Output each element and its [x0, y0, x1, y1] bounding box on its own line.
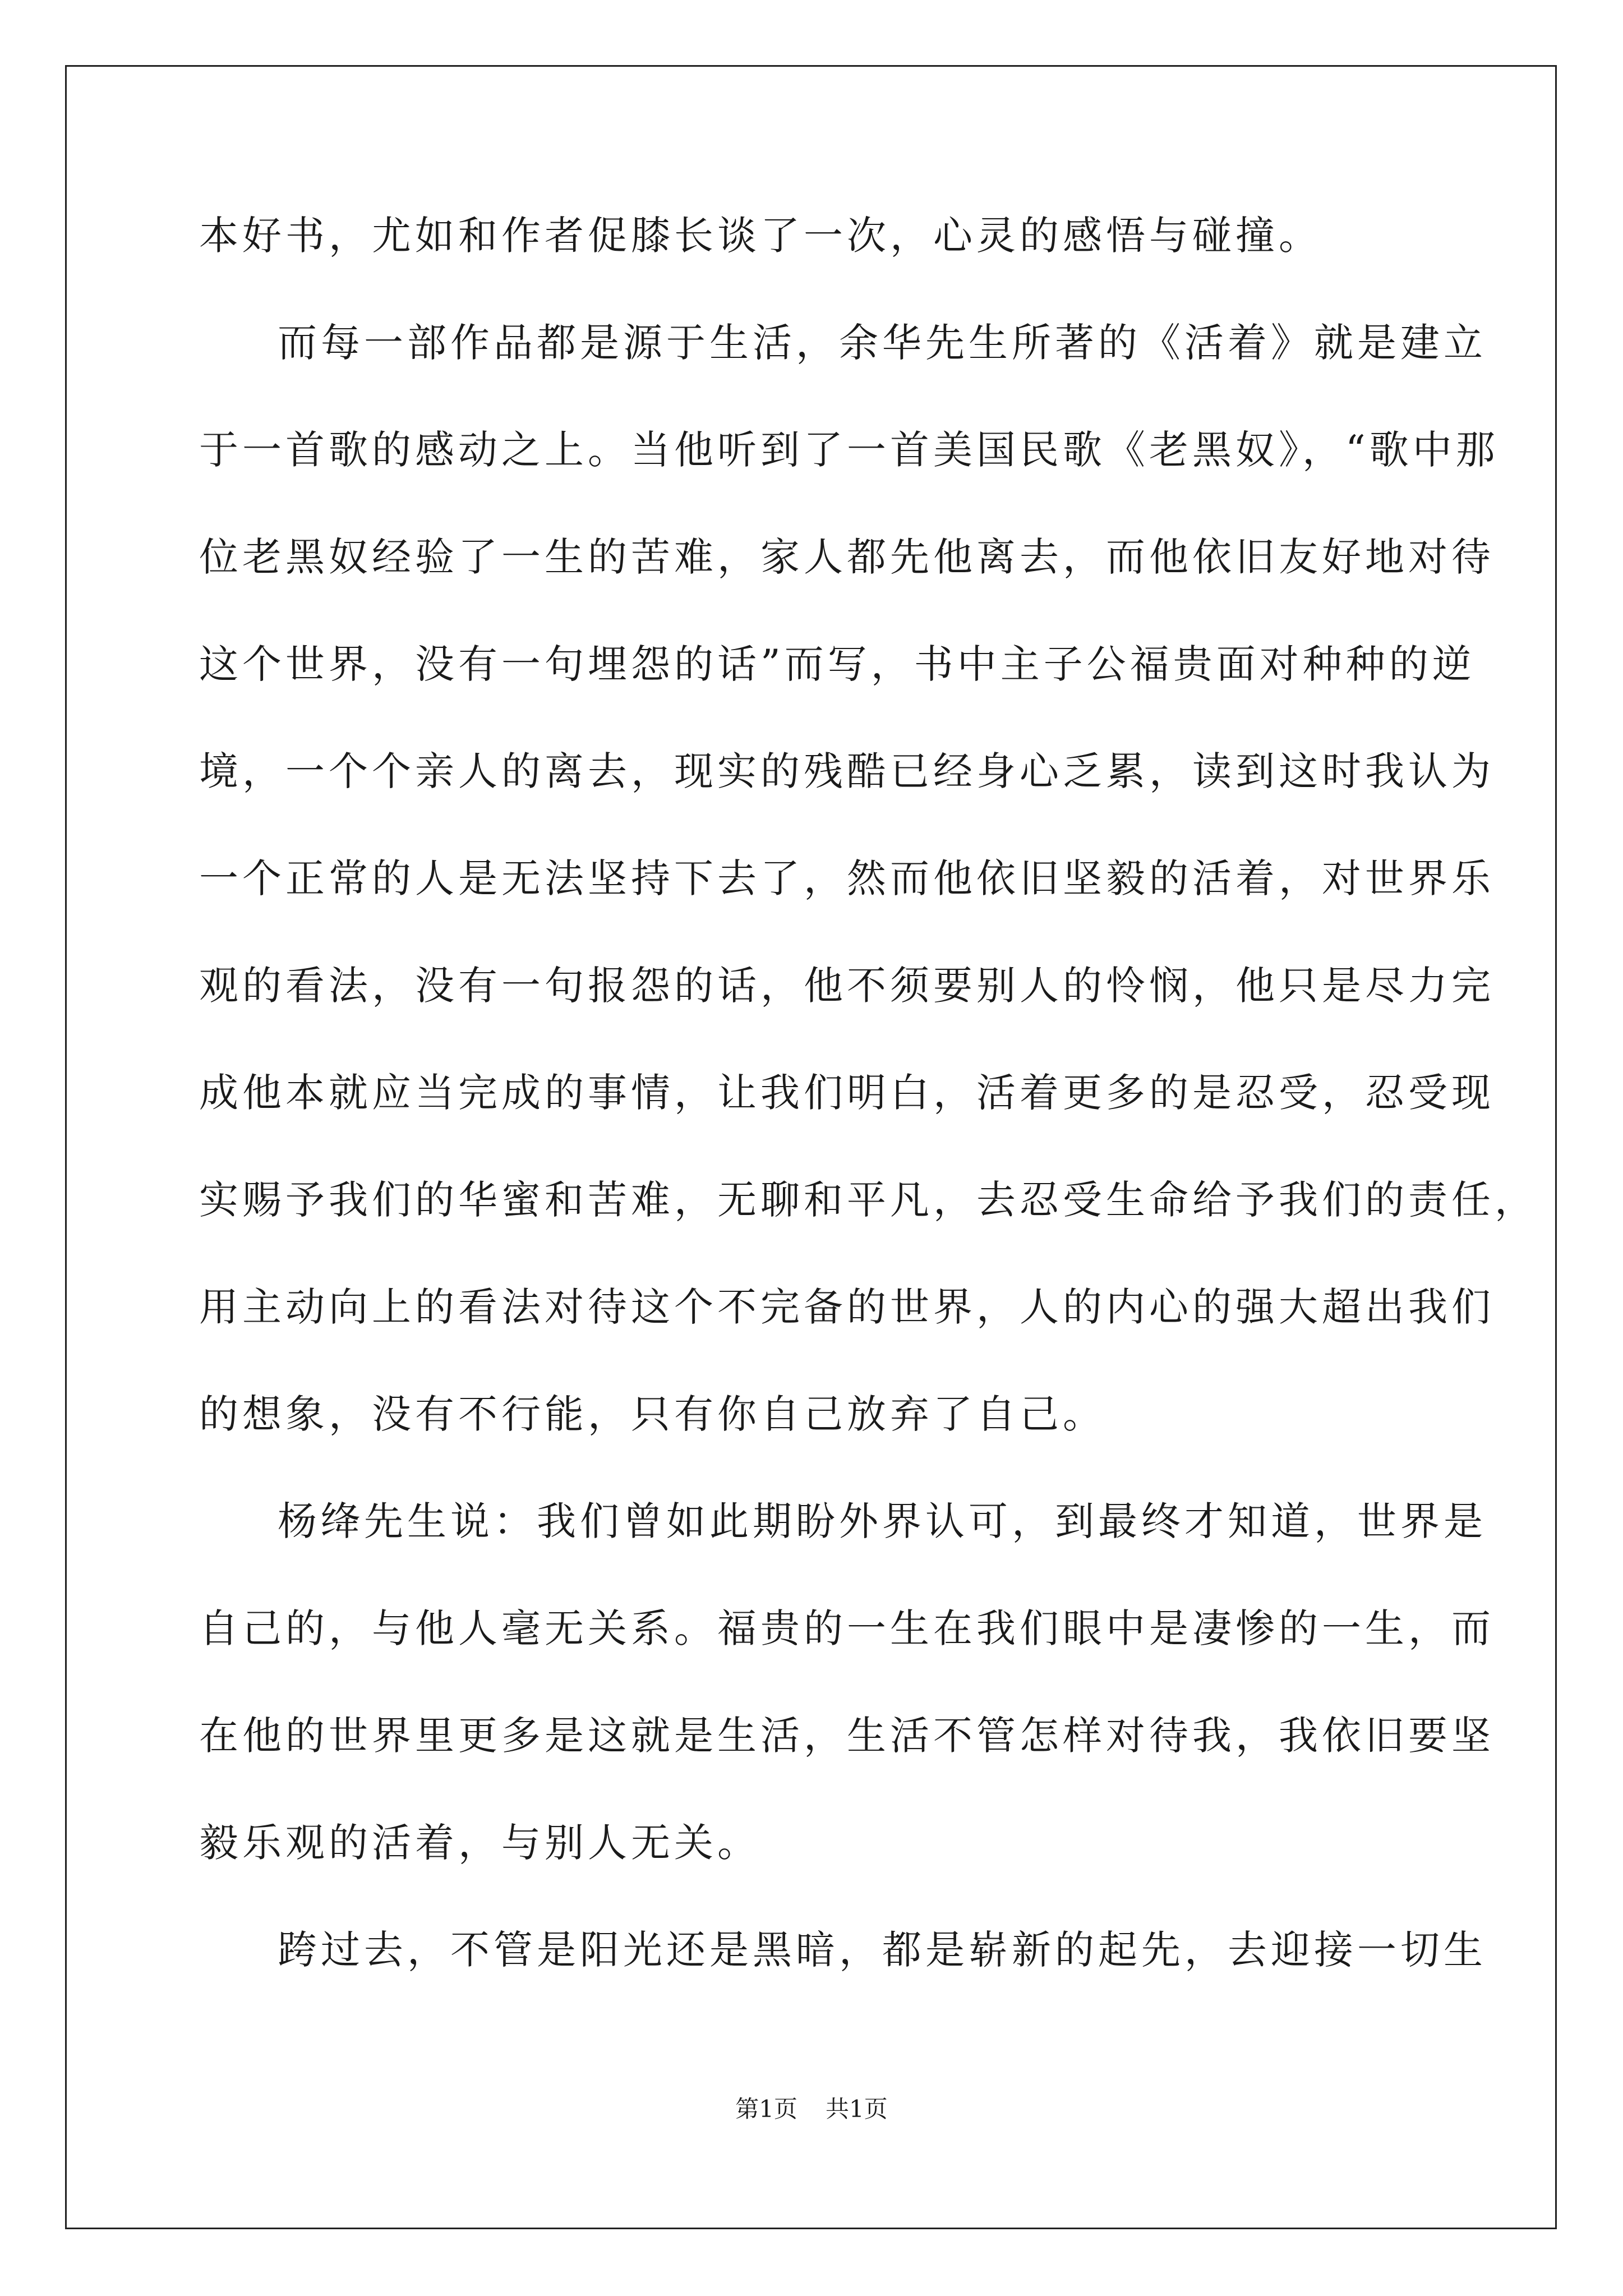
text-line-15: 在他的世界里更多是这就是生活，生活不管怎样对待我，我依旧要坚: [199, 1713, 1495, 1759]
text-line-6: 境，一个个亲人的离去，现实的残酷已经身心乏累，读到这时我认为: [199, 748, 1495, 794]
text-line-10: 实赐予我们的华蜜和苦难，无聊和平凡，去忍受生命给予我们的责任，: [199, 1177, 1538, 1223]
document-body: [199, 213, 1538, 2035]
text-line-5: 这个世界，没有一句埋怨的话”而写，书中主子公福贵面对种种的逆: [199, 641, 1476, 687]
text-line-11: 用主动向上的看法对待这个不完备的世界，人的内心的强大超出我们: [199, 1284, 1495, 1330]
page-footer: [0, 2095, 1623, 2123]
text-line-9: 成他本就应当完成的事情，让我们明白，活着更多的是忍受，忍受现: [199, 1070, 1495, 1116]
text-line-1: 本好书，尤如和作者促膝长谈了一次，心灵的感悟与碰撞。: [199, 213, 1322, 259]
text-line-4: 位老黑奴经验了一生的苦难，家人都先他离去，而他依旧友好地对待: [199, 534, 1495, 580]
text-line-2: 而每一部作品都是源于生活，余华先生所著的《活着》就是建立: [278, 320, 1487, 366]
text-line-16: 毅乐观的活着，与别人无关。: [199, 1820, 760, 1866]
text-line-14: 自己的，与他人毫无关系。福贵的一生在我们眼中是凄惨的一生，而: [199, 1605, 1495, 1651]
text-line-13: 杨绛先生说：我们曾如此期盼外界认可，到最终才知道，世界是: [278, 1498, 1487, 1544]
page-total: 共1页: [826, 2095, 888, 2123]
text-line-8: 观的看法，没有一句报怨的话，他不须要别人的怜悯，他只是尽力完: [199, 963, 1495, 1009]
text-line-7: 一个正常的人是无法坚持下去了，然而他依旧坚毅的活着，对世界乐: [199, 855, 1495, 901]
text-line-17: 跨过去，不管是阳光还是黑暗，都是崭新的起先，去迎接一切生: [278, 1927, 1487, 1973]
text-line-3: 于一首歌的感动之上。当他听到了一首美国民歌《老黑奴》，“歌中那: [199, 427, 1499, 473]
text-line-12: 的想象，没有不行能，只有你自己放弃了自己。: [199, 1391, 1106, 1437]
page-number: 第1页: [735, 2095, 797, 2123]
